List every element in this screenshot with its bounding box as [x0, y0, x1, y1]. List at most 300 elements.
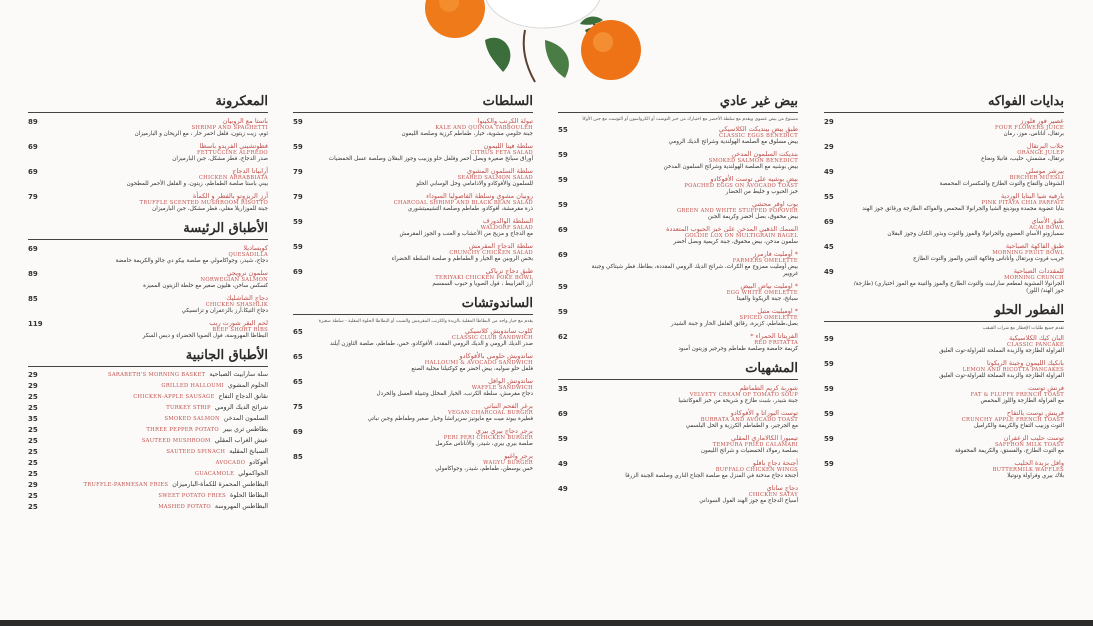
item-name-en: CHARCOAL SHRIMP AND BLACK BEAN SALAD: [393, 200, 533, 206]
item-description: بخس الروبين مع الخيار و الطماطم و صلصة السلطة الخضراء: [391, 256, 533, 262]
item-name-en: POACHED EGGS ON AVOCADO TOAST: [684, 183, 798, 189]
item-name-ar: نقانق الدجاج التفاح: [218, 393, 268, 400]
item-description: برتقال، أناناس، موز، رمان: [1003, 131, 1064, 137]
item-description: جبنة للموزاريلا مقلي، فطر مشكل، جبن البارميزان: [152, 206, 268, 212]
menu-item: [824, 267, 1064, 295]
item-price: 25: [28, 404, 38, 412]
item-name-en: THREE PEPPER POTATO: [146, 427, 219, 433]
item-name-en: SARABETH'S MORNING BASKET: [108, 372, 206, 378]
item-name-en: BIRCHER MUESLI: [1009, 175, 1064, 181]
item-name-en: SMOKED SALMON: [164, 416, 220, 422]
item-price: 69: [558, 226, 568, 234]
menu-item: [293, 402, 533, 423]
item-description: أرز الفرابيط ، فول الصويا و حبوب السمسم: [432, 281, 533, 287]
item-description: ذرة مقرمشة، أفوكادو، طماطم وصلصة التشيميتشوري: [407, 206, 533, 212]
item-name-ar: الفريتاتا الحمراء *: [750, 332, 798, 340]
menu-item: [28, 415, 268, 423]
item-description: بيض بوشيه مع الصلصة الهولندية وشرائح السلمون المدخن: [663, 164, 798, 170]
item-text: [846, 334, 1064, 355]
item-description: برتقال، مشمش، حليب، فانيلا ونعناع: [981, 156, 1064, 162]
menu-item: [824, 434, 1064, 455]
item-name-en: SEARED SALMON SALAD: [457, 175, 533, 181]
item-price: 59: [558, 201, 568, 209]
menu-item: [558, 384, 798, 405]
item-name-en: TERIYAKI CHICKEN POKE BOWL: [435, 275, 533, 281]
item-description: كريمة حامضة وصلصة طماطم وجرجير وزيتون أسود: [678, 346, 798, 352]
item-price: 49: [558, 485, 568, 493]
item-name-en: NORWEGIAN SALMON: [200, 277, 268, 283]
menu-item: [558, 250, 798, 278]
item-description: البطاطا المهروسة، فول الصويا الخضراء و ديس السكر: [142, 333, 268, 339]
menu-item: [558, 459, 798, 480]
item-name-en: VEGAN CHARCOAL BURGER: [447, 410, 533, 416]
item-name-en: KALE AND QUINOA TABBOULEH: [435, 125, 533, 131]
item-text: [580, 125, 798, 146]
menu-section: [28, 94, 268, 213]
item-price: 75: [293, 403, 303, 411]
menu-section: [824, 94, 1064, 295]
item-description: مع الدجاج و مزيج من الأعشاب و العنب و الجوز المقرمش: [399, 231, 533, 237]
menu-section: [293, 94, 533, 288]
item-name-ar: طبق بيض بينديكت الكلاسيكي: [718, 125, 798, 133]
item-description: بتايا عضوية مجمدة وبودينغ الشيا والجرانولا المحمص والفواكه الطازجة ورقائق جوز الهند: [862, 206, 1064, 212]
item-text: [315, 167, 533, 188]
menu-section: [558, 94, 798, 353]
item-name-ar: البطاطا الحلوة: [230, 492, 268, 499]
menu-item: [293, 117, 533, 138]
item-name-ar: برجر واغيو: [504, 452, 533, 460]
item-text: [580, 250, 798, 278]
item-text: [315, 117, 533, 138]
item-text: [846, 192, 1064, 213]
item-text: [580, 332, 798, 353]
item-text: [50, 415, 268, 423]
menu-item: [293, 267, 533, 288]
item-name-en: GUACAMOLE: [194, 471, 235, 477]
item-text: [50, 503, 268, 511]
menu-section: [28, 348, 268, 511]
item-text: [580, 307, 798, 328]
item-price: 69: [558, 410, 568, 418]
section-title: بيض غير عادي: [558, 94, 798, 113]
item-name-ar: عصير فور فلورز: [1020, 117, 1064, 125]
item-name-ar: بيض بوشيه على توست الأفوكادو: [710, 175, 798, 183]
item-name-ar: باستا مع الروبيان: [222, 117, 268, 125]
menu-item: [293, 142, 533, 163]
menu-item: [558, 150, 798, 171]
item-name-en: ACAI BOWL: [1029, 225, 1064, 231]
item-price: 49: [824, 168, 834, 176]
item-name-en: CLASSIC CLUB SANDWICH: [452, 335, 533, 341]
menu-item: [28, 167, 268, 188]
item-name-ar: روبيان مشوي وسلطة الفاصوليا السوداء: [426, 192, 533, 200]
item-price: 29: [28, 481, 38, 489]
item-text: [50, 459, 268, 467]
item-text: [50, 382, 268, 390]
item-name-en: FOUR FLOWERS JUICE: [995, 125, 1064, 131]
item-text: [580, 484, 798, 505]
item-text: [50, 481, 268, 489]
item-name-ar: السبانخ المقلية: [229, 448, 268, 455]
item-name-en: CITRUS FETA SALAD: [470, 150, 533, 156]
item-name-ar: فرنش توست: [1028, 384, 1064, 392]
item-name-ar: السلمون المدخن: [223, 415, 268, 422]
item-price: 59: [824, 460, 834, 468]
item-price: 59: [293, 243, 303, 251]
item-price: 25: [28, 448, 38, 456]
item-description: دجاج مقرمش، سلطة الكرنب، الخيار المخلل وتتبيلة العسل والخردل: [376, 391, 533, 397]
item-text: [50, 437, 268, 445]
menu-item: [28, 371, 268, 379]
item-text: [315, 452, 533, 473]
item-description: دجاج، شيدر، وجواكامولي مع صلصة بيكو دي جالو والكريمة حامضة: [115, 258, 268, 264]
item-name-ar: برغر الفحم النباتي: [483, 402, 533, 410]
item-price: 59: [558, 308, 568, 316]
item-text: [580, 409, 798, 430]
item-price: 59: [558, 176, 568, 184]
item-text: [580, 150, 798, 171]
item-description: بلاك بيري وفراولة ونوتيلا: [1007, 473, 1064, 479]
item-name-ar: بطاطس ثري بيبر: [222, 426, 268, 433]
item-description: التوت وزبيب التفاح والكريمة والكراميل: [974, 423, 1064, 429]
item-description: الفراولة الطازجة والزبدة المملحة للفراولة-توت العليق: [939, 348, 1064, 354]
item-text: [50, 404, 268, 412]
item-description: الشوفان والتفاح والتوت الطازج والمكسرات المحمصة: [939, 181, 1064, 187]
item-description: بصلصة رمولاد الحمضيات و شرائح الليمون: [700, 448, 798, 454]
item-name-ar: كلوب ساندويش كلاسيكي: [464, 327, 533, 335]
item-price: 65: [293, 353, 303, 361]
section-title: المعكرونة: [28, 94, 268, 113]
item-text: [846, 142, 1064, 163]
item-price: 69: [293, 268, 303, 276]
item-name-ar: سلة سارابيث الصباحية: [209, 371, 268, 378]
item-text: [315, 427, 533, 448]
menu-item: [28, 192, 268, 213]
item-name-ar: ساندويش حلومي بالأفوكادو: [459, 352, 533, 360]
item-text: [50, 269, 268, 290]
menu-item: [558, 484, 798, 505]
item-name-ar: فرينش توست بالتفاح: [1006, 409, 1064, 417]
item-text: [315, 267, 533, 288]
item-text: [50, 294, 268, 315]
item-name-en: HALLOUMI & AVOCADO SANDWICH: [424, 360, 533, 366]
item-name-en: BURRATA AND AVOCADO TOAST: [700, 417, 798, 423]
item-price: 59: [558, 435, 568, 443]
item-description: سلمون مدخن، بيض مخفوق، جبنة كريمية وبصل أخضر: [673, 239, 798, 245]
item-price: 89: [28, 118, 38, 126]
item-price: 25: [28, 426, 38, 434]
menu-item: [28, 319, 268, 340]
item-text: [580, 434, 798, 455]
menu-column-2: [558, 86, 798, 509]
item-price: 69: [28, 245, 38, 253]
item-name-en: FAT & FLUFFY FRENCH TOAST: [970, 392, 1064, 398]
item-name-en: SAUTEED SPINACH: [166, 449, 226, 455]
item-text: [846, 217, 1064, 238]
item-text: [50, 319, 268, 340]
item-name-en: SAUTEED MUSHROOM: [141, 438, 211, 444]
item-name-en: TRUFFLE-PARMESAN FRIES: [83, 482, 169, 488]
item-price: 29: [824, 143, 834, 151]
item-name-en: CRUNCHY APPLE FRENCH TOAST: [961, 417, 1064, 423]
menu-column-3: [293, 86, 533, 477]
menu-column-1: [824, 86, 1064, 484]
menu-item: [28, 437, 268, 445]
item-price: 59: [558, 151, 568, 159]
menu-item: [28, 382, 268, 390]
item-price: 65: [293, 328, 303, 336]
item-name-en: CHICKEN SATAY: [748, 492, 798, 498]
item-text: [50, 470, 268, 478]
menu-item: [293, 327, 533, 348]
item-name-en: BUFFALO CHICKEN WINGS: [715, 467, 798, 473]
menu-item: [824, 359, 1064, 380]
section-note: مصنوع من بيض عضوي ويقدم مع سلطة الأخضر مع اختيارك من خبز التوست أو الكرواسون أو التوست مع جبن الأوكا: [582, 117, 798, 122]
item-text: [580, 175, 798, 196]
item-name-ar: * أومليت فارمرز: [753, 250, 798, 258]
item-text: [580, 200, 798, 221]
item-price: 69: [824, 218, 834, 226]
item-name-ar: بارفيه شيا البتايا الوردية: [1000, 192, 1064, 200]
item-text: [50, 371, 268, 379]
menu-item: [28, 470, 268, 478]
menu-item: [824, 117, 1064, 138]
bottom-bar: [0, 620, 1093, 626]
item-price: 79: [293, 168, 303, 176]
item-text: [50, 492, 268, 500]
item-price: 59: [824, 385, 834, 393]
item-description: للسلمون والأفوكادو والادامامي وخل الوسابي الحلو: [416, 181, 533, 187]
item-price: 59: [558, 283, 568, 291]
item-price: 29: [28, 371, 38, 379]
menu-item: [28, 294, 268, 315]
section-title: الساندوتشات: [293, 296, 533, 315]
item-text: [315, 217, 533, 238]
item-text: [50, 117, 268, 138]
menu-item: [28, 244, 268, 265]
menu-item: [558, 125, 798, 146]
item-name-ar: سلطة الدجاج المقرمش: [468, 242, 533, 250]
item-price: 59: [824, 435, 834, 443]
item-name-en: LEMON AND RICOTTA PANCAKES: [962, 367, 1064, 373]
item-name-ar: فطوتشيني الفريدو باسطا: [199, 142, 268, 150]
item-text: [580, 384, 798, 405]
item-name-en: MASHED POTATO: [158, 504, 211, 510]
item-description: أوراق سبانخ صغيرة وبصل أحمر وفلفل حلو وزبيب وجوز البقلان وصلصة عسل الحمضيات: [328, 156, 533, 162]
item-name-ar: أفوكادو: [249, 459, 268, 466]
item-name-ar: طبق الأساي: [1031, 217, 1064, 225]
item-name-ar: سلطة فيتا الليمون: [483, 142, 533, 150]
item-text: [846, 267, 1064, 295]
menu-item: [28, 503, 268, 511]
item-name-en: BEEF SHORT RIBS: [212, 327, 268, 333]
item-price: 55: [558, 126, 568, 134]
item-price: 69: [293, 428, 303, 436]
item-description: مع الجرجير، و الطماطم الكرزية و الخل البلسمي: [685, 423, 798, 429]
menu-item: [28, 269, 268, 290]
item-text: [315, 192, 533, 213]
item-price: 89: [28, 270, 38, 278]
menu-item: [28, 404, 268, 412]
item-description: فلفل حلو سوليه، بيض أخضر مع كوكتيلنا محلية الصنع: [411, 366, 533, 372]
item-price: 69: [28, 143, 38, 151]
item-text: [315, 377, 533, 398]
item-price: 69: [28, 168, 38, 176]
menu-item: [28, 393, 268, 401]
item-name-en: CHICKEN-APPLE SAUSAGE: [133, 394, 215, 400]
item-price: 59: [293, 218, 303, 226]
menu-item: [824, 217, 1064, 238]
item-name-en: SPICED OMELETTE: [739, 315, 798, 321]
item-text: [846, 359, 1064, 380]
item-name-en: SHRIMP AND SPAGHETTI: [191, 125, 268, 131]
item-description: صدر الديك الرومي و الديك الرومي المقدد، الأفوكادو، خس، طماطم، صلصة الثاوزن آيلند: [330, 341, 533, 347]
menu-item: [293, 452, 533, 473]
item-price: 35: [558, 385, 568, 393]
menu-item: [293, 242, 533, 263]
item-name-ar: جلاب البرتقال: [1026, 142, 1064, 150]
item-text: [315, 327, 533, 348]
item-price: 65: [293, 378, 303, 386]
item-name-ar: أجنحة دجاج بافلو: [752, 459, 798, 467]
menu-item: [558, 225, 798, 246]
item-name-ar: أرز الريزوتو بالفطر و الكمأة: [192, 192, 268, 200]
item-price: 79: [293, 193, 303, 201]
item-text: [846, 409, 1064, 430]
item-name-ar: دجاج ساتاي: [766, 484, 798, 492]
item-text: [580, 282, 798, 303]
item-name-en: MORNING CRUNCH: [1004, 275, 1064, 281]
item-name-ar: تيمبورا الكالاماري المقلي: [730, 434, 798, 442]
item-text: [846, 434, 1064, 455]
item-name-ar: البطاطس المحمرة للكمأة-البارميزان: [172, 481, 268, 488]
item-name-ar: السلطة الوالدورف: [483, 217, 533, 225]
item-description: كسكس ساخن، هليون صغير مع خلطة الزيتون المميزة: [143, 283, 268, 289]
item-description: سمبازونو الأساي العضوي والجرانولا والموز والتوت وبذور الكتان وجوز البقلان: [887, 231, 1064, 237]
item-text: [580, 225, 798, 246]
menu-item: [293, 167, 533, 188]
item-name-ar: عيش الغراب المقلي: [214, 437, 268, 444]
item-name-ar: البان كيك الكلاسيكية: [1009, 334, 1064, 342]
item-price: 45: [824, 243, 834, 251]
item-name-en: CHICKEN SHASHLIK: [205, 302, 268, 308]
item-text: [315, 402, 533, 423]
menu-item: [293, 352, 533, 373]
item-description: بيض مخفوق، بصل أخضر وكريمة الجبن: [707, 214, 798, 220]
item-name-en: GOLDIE LOX ON MULTIGRAIN BAGEL: [684, 233, 798, 239]
item-name-en: RED FRITATTA: [754, 340, 798, 346]
item-name-en: CLASSIC EGGS BENEDICT: [719, 133, 798, 139]
item-price: 62: [558, 333, 568, 341]
section-title: المشهيات: [558, 361, 798, 380]
item-name-ar: شرائح الديك الرومي: [214, 404, 268, 411]
item-name-en: TURKEY STRIP: [166, 405, 211, 411]
item-text: [50, 142, 268, 163]
item-price: 119: [28, 320, 43, 328]
item-price: 59: [293, 118, 303, 126]
item-description: بيض أومليت ممزوج مع الكراث، شرائح الديك الرومي المقددة، بطاطا، فطر شيتاكي وجبنة غرويير: [591, 264, 798, 277]
item-name-ar: سلمون نرويجي: [226, 269, 268, 277]
item-name-en: WAFFLE SANDWICH: [471, 385, 533, 391]
item-name-en: FETTUCCINE ALFREDO: [196, 150, 268, 156]
item-name-en: GREEN AND WHITE STUFFED POPOVER: [676, 208, 798, 214]
section-title: بدايات الفواكه: [824, 94, 1064, 113]
item-name-ar: توست حليب الزعفران: [1003, 434, 1064, 442]
item-name-ar: لحم البقر شورت ريب: [209, 319, 268, 327]
item-name-ar: الحلوم المشوي: [227, 382, 268, 389]
item-name-ar: دجاج الشاشليك: [226, 294, 268, 302]
menu-section: [28, 221, 268, 340]
item-name-en: SMOKED SALMON BENEDICT: [708, 158, 798, 164]
item-name-en: PINK PITAYA CHIA PARFAIT: [981, 200, 1064, 206]
menu-item: [28, 492, 268, 500]
item-description: بيني باستا صلصة الطماطم، زيتون، و الفلفل الأحمر للمطحون: [126, 181, 268, 187]
section-title: الأطباق الجانبية: [28, 348, 268, 367]
item-price: 59: [824, 360, 834, 368]
item-text: [846, 384, 1064, 405]
menu-item: [824, 242, 1064, 263]
item-name-ar: ساندوتش الوافل: [488, 377, 533, 385]
menu-item: [28, 448, 268, 456]
menu-item: [824, 192, 1064, 213]
menu-item: [28, 459, 268, 467]
item-text: [50, 192, 268, 213]
item-text: [50, 393, 268, 401]
menu-item: [824, 409, 1064, 430]
menu-item: [28, 142, 268, 163]
item-name-en: SWEET POTATO FRIES: [158, 493, 227, 499]
item-name-ar: توست البوراتا و الأفوكادو: [730, 409, 798, 417]
item-description: أجنحة دجاج مدخنة في المنزل مع صلصة الجناح الناري وصلصة الجبنة الزرقا: [625, 473, 798, 479]
menu-section: [824, 303, 1064, 480]
item-name-en: TEMPURA FRIED CALAMARI: [712, 442, 798, 448]
item-name-en: AVOCADO: [215, 460, 246, 466]
item-description: بيض مسلوق مع الصلصة الهولندية وشرائح الديك الرومي: [668, 139, 798, 145]
menu-item: [293, 377, 533, 398]
item-name-ar: كويساديلا: [243, 244, 268, 252]
item-name-en: EGG WHITE OMELETTE: [726, 290, 798, 296]
item-price: 59: [824, 335, 834, 343]
item-name-en: ORANGE JULEP: [1017, 150, 1064, 156]
item-name-ar: أرابياتا الدجاج: [232, 167, 268, 175]
item-name-en: FARMERS OMELETTE: [732, 258, 798, 264]
item-price: 25: [28, 470, 38, 478]
item-name-ar: شوربة كريم الطماطم: [739, 384, 798, 392]
item-name-ar: وافل بزبدة الحليب: [1014, 459, 1064, 467]
item-description: الجرانولا المشوية لمطعم سارابيث والتوت الطازج والموز والتينة مع الموز اختياري) (طازجة/جوز الهند/ اللوز): [853, 281, 1064, 294]
item-price: 49: [558, 460, 568, 468]
item-text: [50, 244, 268, 265]
item-text: [846, 117, 1064, 138]
item-name-en: VELVETY CREAM OF TOMATO SOUP: [689, 392, 798, 398]
item-price: 25: [28, 393, 38, 401]
item-name-en: SAFFRON MILK TOAST: [994, 442, 1064, 448]
item-description: دجاج التيكا،أرز بالزعفران و تزاتسيكي: [181, 308, 268, 314]
item-name-en: QUESADILLA: [228, 252, 268, 258]
item-name-en: TRUFFLE SCENTED MUSHROOM RISOTTO: [139, 200, 268, 206]
item-price: 25: [28, 492, 38, 500]
item-name-en: WAGYU BURGER: [483, 460, 533, 466]
item-description: بصل،طماطم، كزبرة، رقائق الفلفل الحار و جبنة الشيدر: [670, 321, 798, 327]
item-name-ar: سلطة السلمون المشوي: [467, 167, 533, 175]
section-note: يقدم مع خيار واحد من البطاطا المقلية بالزبدة والكرنب المقرمش والشبت أو البطاطا الحلوة المقلية - سلطة صغيرة: [318, 319, 533, 324]
menu-column-4: [28, 86, 268, 514]
item-price: 25: [28, 503, 38, 511]
menu-item: [558, 200, 798, 221]
item-price: 29: [28, 382, 38, 390]
item-name-ar: السمك الذهبي المدخن على خبز الحبوب المتعددة: [666, 225, 798, 233]
item-description: صدر الدجاج، فطر مشكل، جبن البارميزان: [172, 156, 268, 162]
